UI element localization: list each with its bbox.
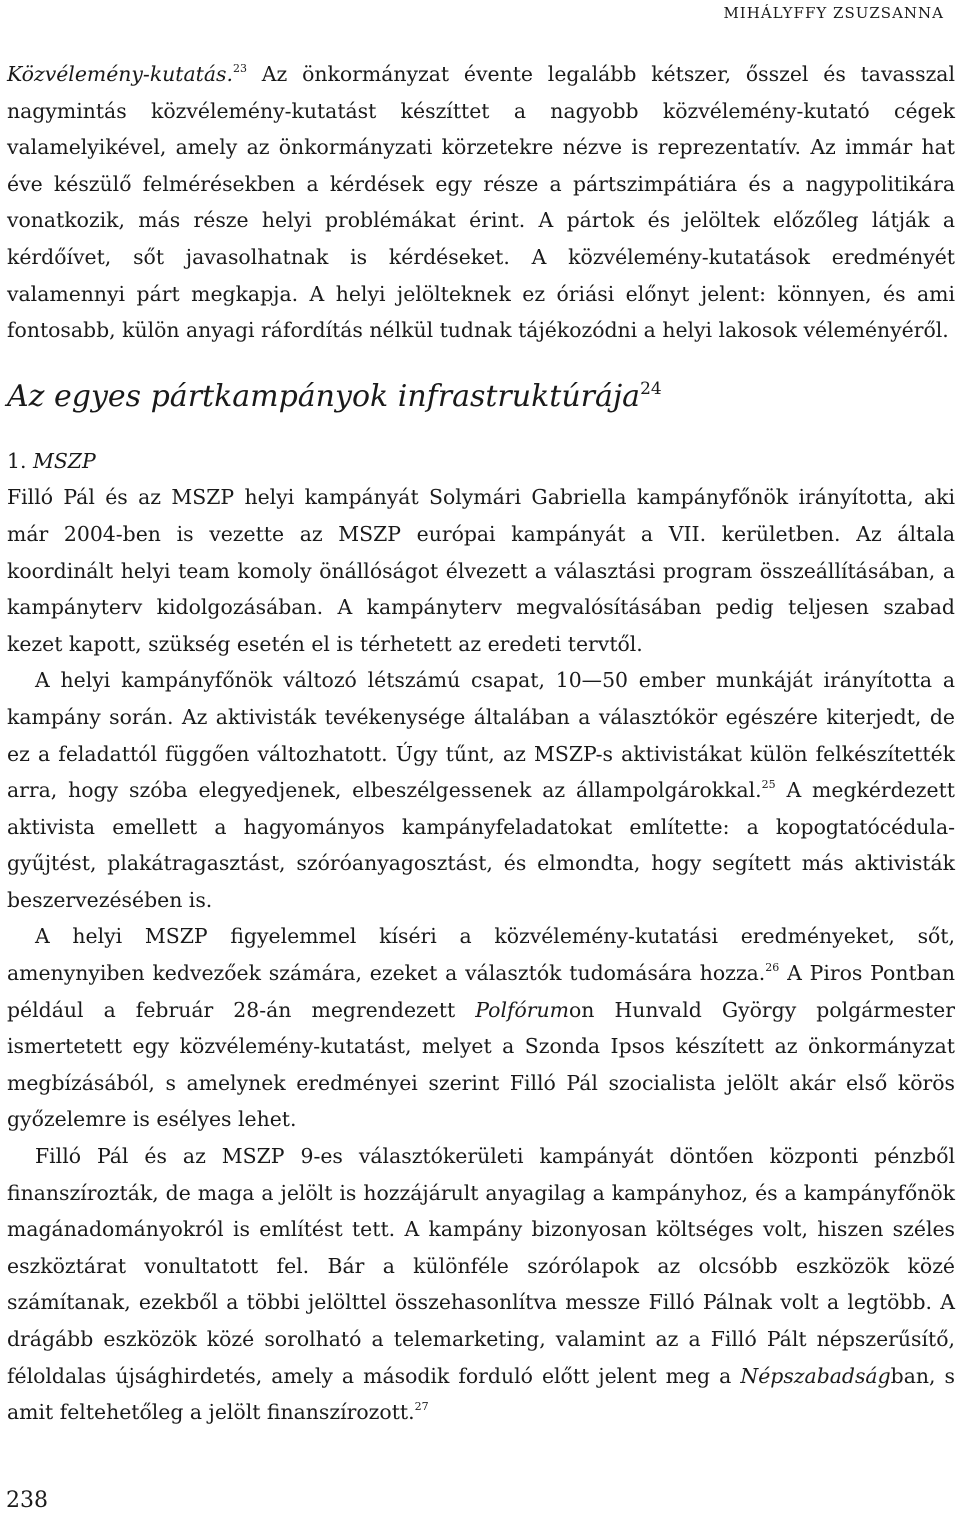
paragraph-opinion-polls [7,918,955,1138]
paragraph-campaign-lead [7,479,955,662]
page-body [7,56,955,1431]
section-heading [7,379,955,415]
paragraph-text-continued: A megkérdezett aktivista emellett a hagyományos kampányfeladatokat említette: a kopogtatócédula-gyűjtést, plakátragasztást, szóróanyagosztást, és elmondta, hogy segített más aktivisták beszervezésében is. [7,778,955,912]
paragraph-activists [7,662,955,918]
paragraph-lead-italic: Közvélemény-kutatás. [7,62,233,86]
page-number: 238 [6,1488,48,1513]
paragraph-text: A helyi MSZP figyelemmel kíséri a közvélemény-kutatási eredményeket, sőt, amenynyiben kedvezőek számára, ezeket a választók tudomására hozza. [7,924,955,986]
paragraph-financing [7,1138,955,1431]
paragraph-text-end: ban, s amit feltehetőleg a jelölt finanszírozott. [7,1363,955,1425]
paragraph-text-continued: A Piros Pontban például a február 28-án megrendezett [7,961,955,1022]
footnote-ref-25: 25 [761,778,776,792]
footnote-ref-26: 26 [765,961,780,975]
footnote-ref-24: 24 [640,378,662,399]
subsection-number: 1. [7,448,33,473]
running-head: MIHÁLYFFY ZSUZSANNA [723,4,944,22]
paragraph-text: A helyi kampányfőnök változó létszámú csapat, 10—50 ember munkáját irányította a kampány során. Az aktivisták tevékenysége általában a választókör egészére kiterjedt, de ez a feladattól függően változhatott. Úgy tűnt, az MSZP-s aktivistákat külön felkészítették arra, hogy szóba elegyedjenek, elbeszélgessenek az állampolgárokkal. [7,668,955,803]
subsection-label: MSZP [32,448,96,473]
paragraph-text: Filló Pál és az MSZP helyi kampányát Solymári Gabriella kampányfőnök irányította, aki már 2004-ben is vezette az MSZP európai kampányát a VII. kerületben. Az általa koordinált helyi team komoly önállóságot élvezett a választási program összeállításában, a kampányterv kidolgozásában. A kampányterv megvalósításában pedig teljesen szabad kezet kapott, szükség esetén el is térhetett az eredeti tervtől. [7,485,955,656]
subsection-heading [7,443,955,480]
paragraph-text-end: on Hunvald György polgármester ismertetett egy közvélemény-kutatást, melyet a Szonda Ipsos készített az önkormányzat megbízásából, s amelynek eredményei szerint Filló Pál szocialista jelölt akár első körös győzelemre is esélyes lehet. [7,997,955,1132]
paragraph-text: Filló Pál és az MSZP 9-es választókerületi kampányát döntően központi pénzből finanszírozták, de maga a jelölt is hozzájárult anyagilag a kampányhoz, és a kampányfőnök magánadományokról is említést tett. A kampány bizonyosan költséges volt, hiszen széles eszköztárat vonultatott fel. Bár a különféle szórólapok az olcsóbb eszközök közé számítanak, ezekből a többi jelölttel összehasonlítva messze Filló Pálnak volt a legtöbb. A drágább eszközök közé sorolható a telemarketing, valamint az a Filló Pált népszerűsítő, féloldalas újsághirdetés, amely a második forduló előtt jelent meg a [7,1144,955,1388]
paragraph-italic-term: Polfórum [475,997,570,1022]
paragraph-text: Az önkormányzat évente legalább kétszer, ősszel és tavasszal nagymintás közvélemény-kutatást készíttet a nagyobb közvélemény-kutató cégek valamelyikével, amely az önkormányzati körzetekre nézve is reprezentatív. Az immár hat éve készülő felmérésekben a kérdések egy része a pártszimpátiára és a nagypolitikára vonatkozik, más része helyi problémákat érint. A pártok és jelöltek előzőleg látják a kérdőívet, sőt javasolhatnak is kérdéseket. A közvélemény-kutatások eredményét valamennyi párt megkapja. A helyi jelölteknek ez óriási előnyt jelent: könnyen, és ami fontosabb, külön anyagi ráfordítás nélkül tudnak tájékozódni a helyi lakosok véleményéről. [7,62,955,343]
paragraph-italic-term: Népszabadság [740,1363,891,1388]
section-heading-title: Az egyes pártkampányok infrastruktúrája [7,378,641,414]
paragraph-public-opinion [7,56,955,349]
footnote-ref-23: 23 [232,62,247,76]
footnote-ref-27: 27 [414,1400,429,1414]
